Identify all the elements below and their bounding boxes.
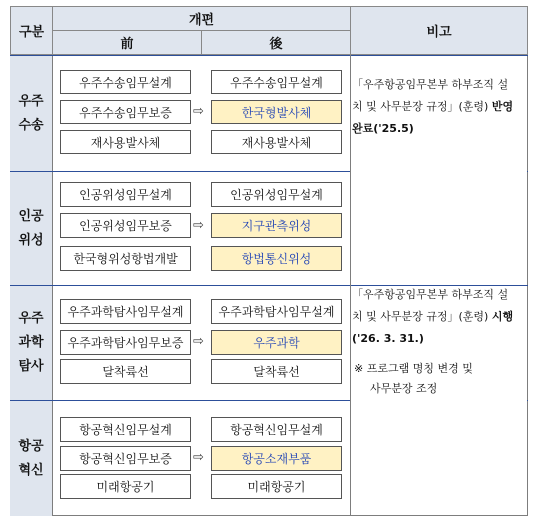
header-remarks-label: 비고 (426, 25, 452, 40)
after-box: 달착륙선 (211, 359, 342, 384)
remarks-line (352, 118, 524, 140)
after-box-changed: 항공소재부품 (211, 446, 342, 471)
before-box: 우주수송임무보증 (60, 100, 191, 124)
category-line: 수송 (18, 117, 44, 133)
category-line: 탐사 (18, 359, 44, 374)
remarks-note-2 (352, 284, 524, 350)
header-after-label: 後 (269, 37, 283, 52)
remarks-text: 치 및 사무분장 규정」(훈령) (352, 310, 492, 323)
group-aviation (10, 400, 528, 516)
category-line: 우주 (18, 311, 44, 326)
remarks-merge-mask (351, 170, 527, 172)
header-reform-label: 개편 (188, 13, 215, 28)
remarks-bold-text: 시행 (491, 310, 514, 323)
remarks-line (352, 306, 524, 328)
before-box: 인공위성임무설계 (60, 182, 191, 207)
category-line: 위성 (18, 232, 44, 248)
after-box-changed: 한국형발사체 (211, 100, 342, 124)
remarks-subnote (354, 359, 524, 399)
before-box: 인공위성임무보증 (60, 213, 191, 238)
header-remarks (350, 6, 528, 55)
header-before (52, 30, 202, 55)
remarks-bold-text: 반영 (491, 100, 514, 113)
header-after (201, 30, 351, 55)
category-line: 혁신 (18, 462, 44, 478)
remarks-text: 치 및 사무분장 규정」(훈령) (352, 100, 492, 113)
after-box-changed: 항법통신위성 (211, 246, 342, 271)
remarks-bold-text: 완료('25.5) (352, 122, 414, 135)
category-line: 우주 (18, 93, 44, 109)
before-box: 달착륙선 (60, 359, 191, 384)
after-box: 우주과학탐사임무설계 (211, 299, 342, 324)
remarks-note-1 (352, 74, 524, 140)
after-box: 미래항공기 (211, 474, 342, 499)
header-category-label: 구분 (18, 25, 45, 40)
remarks-subnote-line: ※ 프로그램 명칭 변경 및 (354, 362, 473, 375)
group-satellite (10, 171, 528, 285)
before-box: 항공혁신임무설계 (60, 417, 191, 442)
after-box-changed: 지구관측위성 (211, 213, 342, 238)
category-cell (10, 172, 53, 285)
before-box: 우주과학탐사임무보증 (60, 330, 191, 355)
after-box: 재사용발사체 (211, 130, 342, 154)
after-box: 항공혁신임무설계 (211, 417, 342, 442)
before-box: 한국형위성항법개발 (60, 246, 191, 271)
after-box: 인공위성임무설계 (211, 182, 342, 207)
category-line: 과학 (18, 335, 44, 350)
before-box: 우주수송임무설계 (60, 70, 191, 94)
arrow-icon: ⇨ (193, 218, 204, 233)
arrow-icon: ⇨ (193, 334, 204, 349)
category-cell (10, 401, 53, 516)
before-box: 미래항공기 (60, 474, 191, 499)
remarks-line (352, 328, 524, 350)
remarks-subnote-line: 사무분장 조정 (370, 382, 438, 395)
remarks-divider (350, 55, 351, 516)
before-box: 우주과학탐사임무설계 (60, 299, 191, 324)
header-reform (52, 6, 351, 31)
category-cell (10, 56, 53, 171)
remarks-line: 「우주항공임무본부 하부조직 설 (352, 78, 509, 91)
after-box-changed: 우주과학 (211, 330, 342, 355)
header-before-label: 前 (120, 37, 134, 52)
category-line: 항공 (18, 438, 44, 454)
before-box: 재사용발사체 (60, 130, 191, 154)
header-category (10, 6, 53, 55)
before-box: 항공혁신임무보증 (60, 446, 191, 471)
arrow-icon: ⇨ (193, 450, 204, 465)
category-line: 인공 (18, 208, 44, 224)
remarks-line (352, 96, 524, 118)
remarks-merge-mask (351, 399, 527, 401)
remarks-bold-text: ('26. 3. 31.) (352, 332, 424, 345)
arrow-icon: ⇨ (193, 104, 204, 119)
remarks-line: 「우주항공임무본부 하부조직 설 (352, 288, 509, 301)
category-cell (10, 286, 53, 400)
after-box: 우주수송임무설계 (211, 70, 342, 94)
